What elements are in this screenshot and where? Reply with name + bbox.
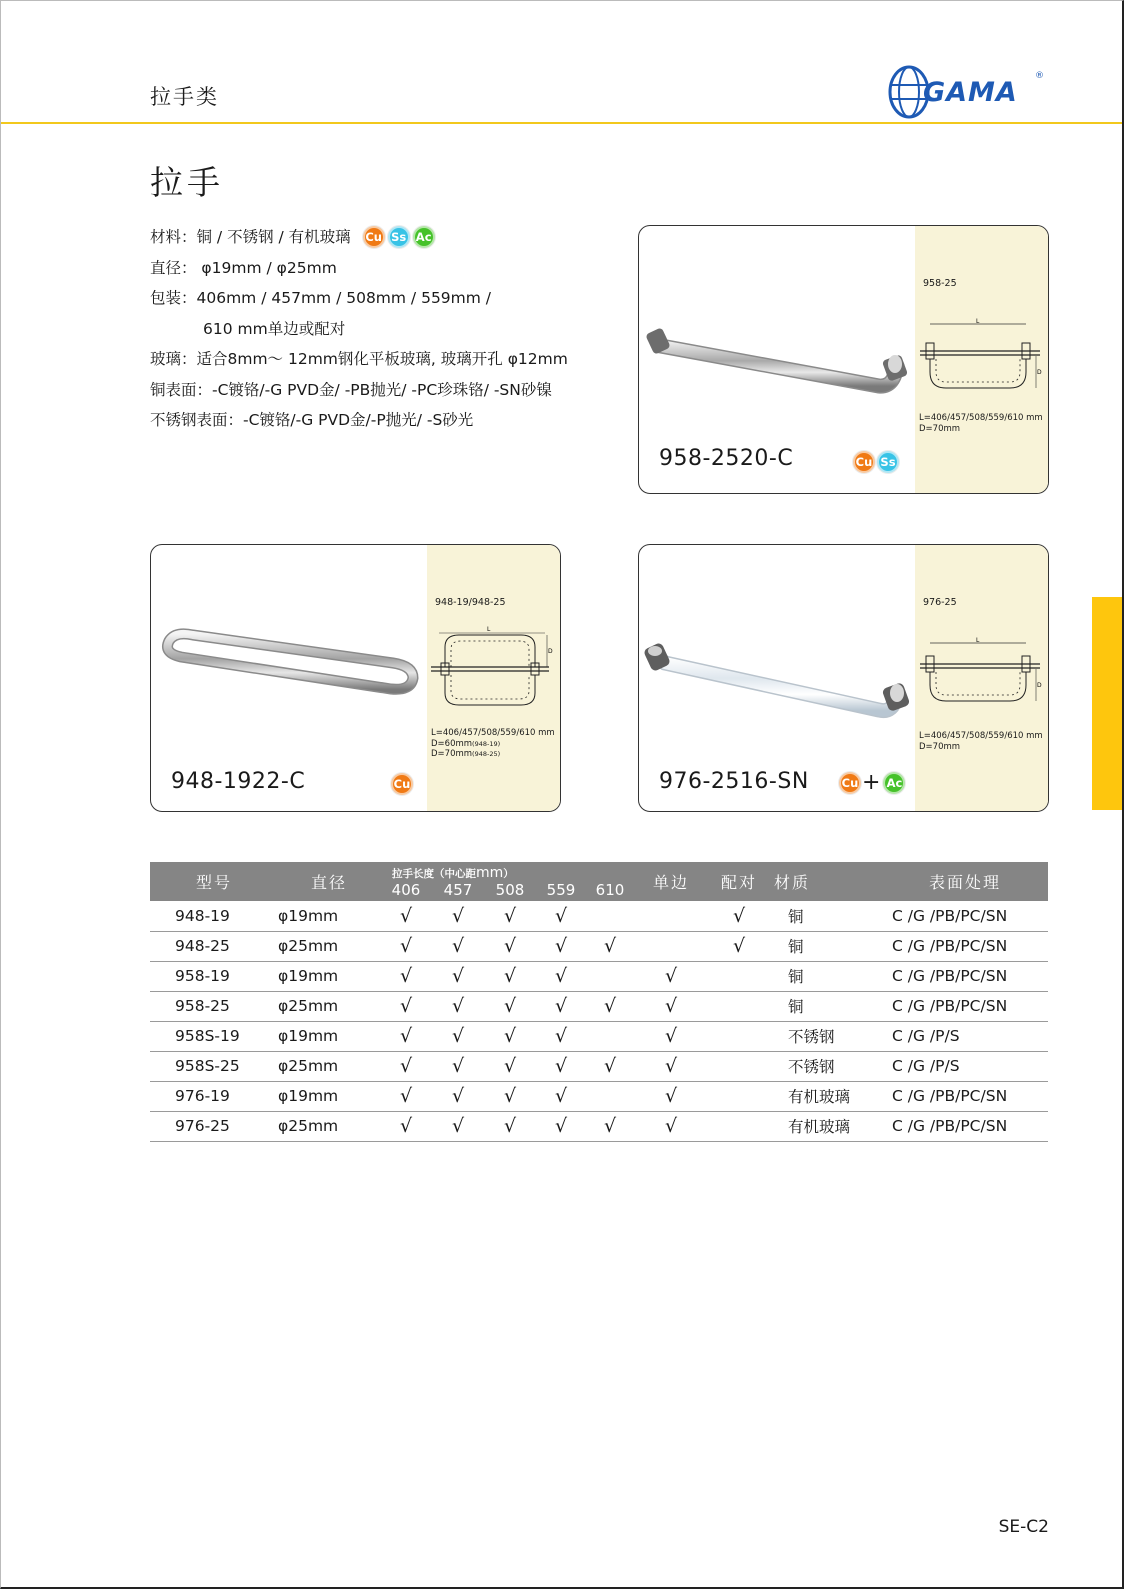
page-title: 拉手 (150, 163, 224, 202)
cell-559: √ (536, 931, 586, 961)
col-header-length-group (380, 862, 634, 901)
cell-508: √ (484, 901, 536, 931)
dim-d-label: D (548, 648, 553, 655)
spec-table (150, 862, 1048, 1142)
note-d1: D=60mm (431, 738, 473, 749)
dim-l-label: L (487, 626, 491, 633)
cell-508: √ (484, 1051, 536, 1081)
ac-badge-icon: Ac (883, 772, 905, 794)
cell-pair (708, 1021, 770, 1051)
note-depth-948-25 (431, 749, 555, 760)
spec-packing-cont: 610 mm单边或配对 (203, 319, 346, 338)
cell-508: √ (484, 931, 536, 961)
cell-material: 铜 (770, 931, 882, 961)
cell-pair (708, 961, 770, 991)
plus-sign: + (862, 770, 881, 795)
cell-457: √ (432, 1081, 484, 1111)
cell-material: 铜 (770, 991, 882, 1021)
cell-610: √ (586, 931, 634, 961)
cell-457: √ (432, 931, 484, 961)
cell-406: √ (380, 991, 432, 1021)
table-row (150, 991, 1048, 1021)
drawing-note (919, 731, 1043, 752)
logo-text: GAMA (923, 77, 1018, 108)
table-row (150, 1081, 1048, 1111)
cell-diameter: φ19mm (278, 901, 380, 931)
product-card-958-2520-c (638, 225, 1049, 494)
cell-model: 976-25 (150, 1111, 278, 1141)
cell-single: √ (634, 991, 708, 1021)
cell-406: √ (380, 1111, 432, 1141)
length-caption (380, 865, 514, 881)
cell-559: √ (536, 961, 586, 991)
drawing-note (919, 413, 1043, 434)
cell-406: √ (380, 1021, 432, 1051)
cell-finish: C /G /PB/PC/SN (882, 931, 1048, 961)
cell-diameter: φ25mm (278, 931, 380, 961)
col-header-pair: 配对 (708, 862, 770, 901)
cell-material: 有机玻璃 (770, 1111, 882, 1141)
product-card-976-2516-sn (638, 544, 1049, 812)
cell-diameter: φ19mm (278, 961, 380, 991)
cell-610: √ (586, 1051, 634, 1081)
cell-508: √ (484, 1021, 536, 1051)
cell-610 (586, 1021, 634, 1051)
ss-badge-icon: Ss (877, 451, 899, 473)
cell-508: √ (484, 1081, 536, 1111)
cell-finish: C /G /PB/PC/SN (882, 1111, 1048, 1141)
length-caption-close: ） (503, 868, 514, 880)
cell-material: 不锈钢 (770, 1021, 882, 1051)
cell-559: √ (536, 901, 586, 931)
spec-glass: 玻璃：适合8mm～ 12mm钢化平板玻璃, 玻璃开孔 φ12mm (150, 350, 568, 368)
cell-610 (586, 901, 634, 931)
table-row (150, 931, 1048, 961)
cell-finish: C /G /P/S (882, 1051, 1048, 1081)
cell-457: √ (432, 1111, 484, 1141)
table-row (150, 1021, 1048, 1051)
table-row (150, 961, 1048, 991)
cell-406: √ (380, 1081, 432, 1111)
cell-508: √ (484, 1111, 536, 1141)
material-badges (361, 226, 435, 248)
spec-list (150, 222, 568, 436)
cell-single (634, 901, 708, 931)
cell-model: 976-19 (150, 1081, 278, 1111)
spec-material-text: 材料：铜 / 不锈钢 / 有机玻璃 (150, 228, 351, 246)
cell-diameter: φ25mm (278, 1111, 380, 1141)
drawing-label: 948-19/948-25 (435, 597, 506, 608)
col-header-457: 457 (443, 881, 473, 899)
cell-model: 958-19 (150, 961, 278, 991)
ss-badge-icon: Ss (388, 226, 410, 248)
gama-logo (887, 65, 1047, 121)
table-row (150, 1111, 1048, 1141)
table-row (150, 1051, 1048, 1081)
spec-copper-finish: 铜表面：-C镀铬/-G PVD金/ -PB抛光/ -PC珍珠铬/ -SN砂镍 (150, 380, 552, 399)
card-badges (389, 773, 413, 795)
cell-559: √ (536, 1111, 586, 1141)
model-number: 948-1922-C (171, 769, 306, 794)
cell-single: √ (634, 1111, 708, 1141)
card-badges (837, 772, 905, 794)
cell-diameter: φ19mm (278, 1081, 380, 1111)
cell-pair: √ (708, 901, 770, 931)
table-body (150, 901, 1048, 1141)
note-depth-948-19 (431, 739, 555, 750)
col-header-406: 406 (391, 881, 421, 899)
tech-drawing-976 (918, 635, 1044, 715)
cu-badge-icon: Cu (839, 772, 861, 794)
model-number: 976-2516-SN (659, 769, 809, 794)
note-lengths: L=406/457/508/559/610 mm (919, 413, 1043, 423)
section-side-tab (1092, 597, 1124, 810)
ac-badge-icon: Ac (413, 226, 435, 248)
cell-single: √ (634, 961, 708, 991)
cu-badge-icon: Cu (363, 226, 385, 248)
cell-508: √ (484, 961, 536, 991)
cell-559: √ (536, 1051, 586, 1081)
product-card-948-1922-c (150, 544, 561, 812)
cu-badge-icon: Cu (853, 451, 875, 473)
drawing-label: 976-25 (923, 597, 957, 608)
cell-406: √ (380, 961, 432, 991)
cu-badge-icon: Cu (391, 773, 413, 795)
spec-packing: 包装：406mm / 457mm / 508mm / 559mm / (150, 289, 492, 307)
tech-drawing-948 (429, 623, 555, 723)
cell-finish: C /G /P/S (882, 1021, 1048, 1051)
note-d2: D=70mm (431, 749, 473, 759)
cell-single: √ (634, 1051, 708, 1081)
cell-material: 不锈钢 (770, 1051, 882, 1081)
cell-finish: C /G /PB/PC/SN (882, 1081, 1048, 1111)
drawing-label: 958-25 (923, 278, 957, 289)
card-badges (851, 451, 899, 473)
dim-l-label: L (976, 318, 980, 325)
spec-ss-finish: 不锈钢表面：-C镀铬/-G PVD金/-P抛光/ -S砂光 (150, 411, 474, 429)
note-lengths: L=406/457/508/559/610 mm (431, 728, 555, 738)
cell-559: √ (536, 1081, 586, 1111)
spec-diameter: 直径： φ19mm / φ25mm (150, 258, 337, 277)
cell-508: √ (484, 991, 536, 1021)
cell-457: √ (432, 1021, 484, 1051)
col-header-diameter: 直径 (278, 862, 380, 901)
cell-material: 有机玻璃 (770, 1081, 882, 1111)
cell-material: 铜 (770, 961, 882, 991)
cell-406: √ (380, 901, 432, 931)
cell-finish: C /G /PB/PC/SN (882, 961, 1048, 991)
cell-610: √ (586, 991, 634, 1021)
dim-d-label: D (1037, 682, 1042, 689)
dim-l-label: L (976, 637, 980, 644)
cell-457: √ (432, 901, 484, 931)
header-rule (0, 122, 1122, 124)
col-header-finish: 表面处理 (882, 862, 1048, 901)
cell-pair (708, 991, 770, 1021)
dim-d-label: D (1037, 369, 1042, 376)
note-d2-model: (948-25) (472, 750, 501, 758)
tech-drawing-958 (918, 316, 1044, 396)
note-depth: D=70mm (919, 423, 961, 434)
cell-pair (708, 1081, 770, 1111)
cell-single: √ (634, 1021, 708, 1051)
length-values (380, 881, 634, 899)
col-header-single: 单边 (634, 862, 708, 901)
cell-457: √ (432, 1051, 484, 1081)
spec-material (150, 222, 568, 253)
cell-406: √ (380, 931, 432, 961)
cell-model: 948-19 (150, 901, 278, 931)
cell-559: √ (536, 1021, 586, 1051)
cell-457: √ (432, 961, 484, 991)
cell-pair: √ (708, 931, 770, 961)
cell-model: 958S-19 (150, 1021, 278, 1051)
logo-registered-mark: ® (1035, 71, 1044, 81)
gama-logo-icon (887, 65, 1047, 121)
model-number: 958-2520-C (659, 446, 794, 471)
table-row (150, 901, 1048, 931)
cell-406: √ (380, 1051, 432, 1081)
note-depth: D=70mm (919, 741, 961, 752)
col-header-559: 559 (546, 881, 576, 899)
col-header-model: 型号 (150, 862, 278, 901)
cell-pair (708, 1051, 770, 1081)
col-header-material: 材质 (770, 862, 882, 901)
cell-material: 铜 (770, 901, 882, 931)
table-header-row (150, 862, 1048, 901)
note-d1-model: (948-19) (472, 739, 501, 748)
cell-610: √ (586, 1111, 634, 1141)
cell-diameter: φ25mm (278, 991, 380, 1021)
cell-model: 958S-25 (150, 1051, 278, 1081)
note-lengths: L=406/457/508/559/610 mm (919, 731, 1043, 741)
col-header-508: 508 (495, 881, 525, 899)
length-unit: mm (476, 865, 504, 881)
page-code: SE-C2 (998, 1517, 1049, 1537)
cell-diameter: φ25mm (278, 1051, 380, 1081)
cell-finish: C /G /PB/PC/SN (882, 901, 1048, 931)
cell-559: √ (536, 991, 586, 1021)
cell-pair (708, 1111, 770, 1141)
cell-single: √ (634, 1081, 708, 1111)
cell-single (634, 931, 708, 961)
section-title: 拉手类 (150, 85, 219, 109)
cell-610 (586, 961, 634, 991)
cell-model: 958-25 (150, 991, 278, 1021)
col-header-610: 610 (595, 881, 625, 899)
cell-610 (586, 1081, 634, 1111)
cell-diameter: φ19mm (278, 1021, 380, 1051)
cell-457: √ (432, 991, 484, 1021)
drawing-note (431, 728, 555, 760)
length-caption-text: 拉手长度（中心距 (392, 868, 476, 880)
cell-finish: C /G /PB/PC/SN (882, 991, 1048, 1021)
cell-model: 948-25 (150, 931, 278, 961)
